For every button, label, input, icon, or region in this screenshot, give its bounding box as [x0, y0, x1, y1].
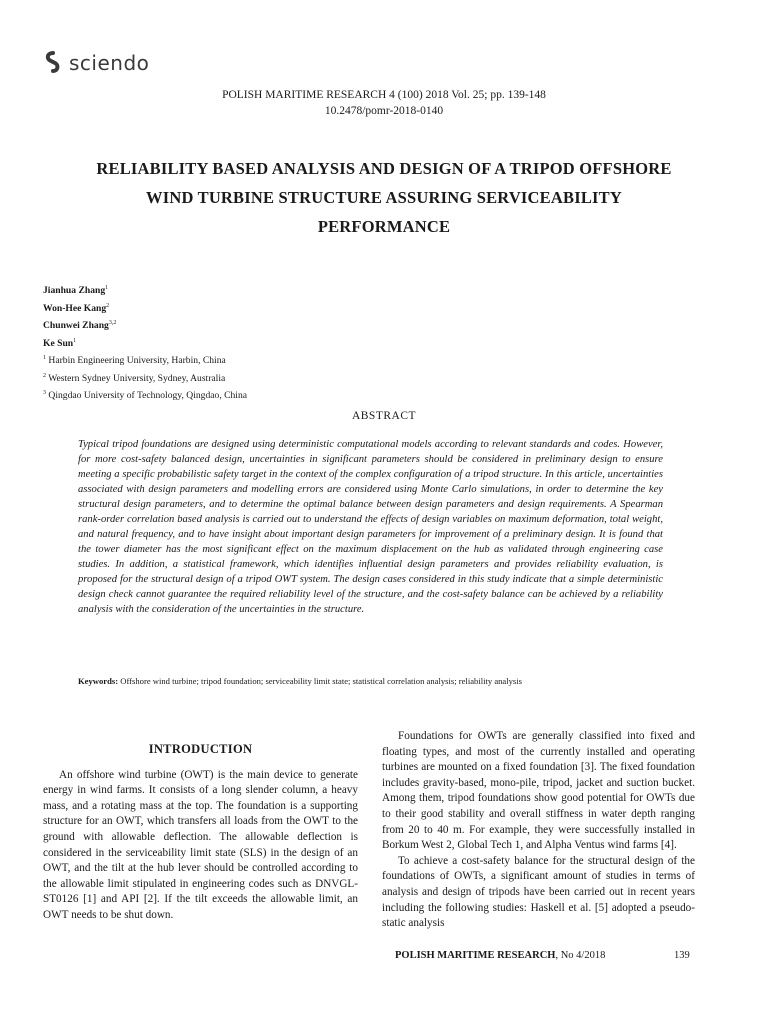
author: Won-Hee Kang$^2$	[43, 302, 110, 314]
abstract-text: Typical tripod foundations are designed using deterministic computational models according to relevant standards and codes. However, for more cost-safety balanced design, uncertainties in significant parameters should be considered in preliminary design to ensure meeting a specific probabilistic safety target in the context of the complex configuration of a tripod structure. In this article, uncertainties associated with design parameters and modelling errors are considered using Monte Carlo simulations, in order to determine the key structural design parameters, and to determine the optimal balance between design parameters and design requirements. A Spearman rank-order correlation based analysis is carried out to understand the effects of design variables on maximum deformation, total weight, and natural frequency, and to have insight about important design parameters for improvement of a preliminary design. It is found that the tower diameter has the most significant effect on the maximum displacement on the hub as validated through engineering case studies. In addition, a statistical framework, which identifies influential design parameters and provides reliability evaluation, is proposed for the structural design of a tripod OWT system. The design cases considered in this study indicate that a simple deterministic design check cannot guarantee the required reliability level of the structure, and the cost-safety balance can be achieved by a reliability analysis with the consideration of the uncertainties in the structure.	[78, 439, 663, 615]
author-block	[43, 281, 247, 404]
abstract-heading: ABSTRACT	[351, 410, 417, 422]
keywords: Keywords: Offshore wind turbine; tripod foundation; serviceability limit state; statistical correlation analysis; reliability analysis	[78, 676, 523, 686]
sciendo-logo	[43, 50, 149, 76]
affiliation: $^1$ Harbin Engineering University, Harbin, China	[43, 355, 226, 366]
affiliation: $^2$ Western Sydney University, Sydney, Australia	[43, 372, 226, 384]
page-number: 139	[674, 950, 690, 961]
sciendo-s-icon	[43, 51, 63, 75]
author: Jianhua Zhang$^1$	[43, 285, 109, 296]
section-heading-introduction: INTRODUCTION	[148, 742, 253, 756]
paragraph: Foundations for OWTs are generally classified into fixed and floating types, and most of the currently installed and operating turbines are mounted on a fixed foundation [3]. The fixed foundation includes gravity-based, mono-pile, tripod, jacket and suction bucket. Among them, tripod foundations show good potential for OWTs due to their good stability and overall stiffness in water depth ranging from 20 to 40 m. For example, they were successfully installed in Borkum West 2, Global Tech 1, and Alpha Ventus wind farms [4].	[382, 730, 695, 852]
author: Ke Sun$^1$	[43, 337, 77, 349]
paper-title: RELIABILITY BASED ANALYSIS AND DESIGN OF A TRIPOD OFFSHORE WIND TURBINE STRUCTURE ASSURING SERVICEABILITY PERFORMANCE	[96, 159, 672, 236]
footer-journal: POLISH MARITIME RESEARCH, No 4/2018	[395, 950, 606, 961]
author: Chunwei Zhang$^{3,2}$	[43, 320, 117, 331]
left-column	[43, 742, 358, 924]
doi: 10.2478/pomr-2018-0140	[324, 105, 444, 117]
journal-citation: POLISH MARITIME RESEARCH 4 (100) 2018 Vol. 25; pp. 139-148	[222, 89, 546, 101]
logo-text: sciendo	[69, 51, 150, 75]
paragraph: An offshore wind turbine (OWT) is the main device to generate energy in wind farms. It consists of a long slender column, a heavy mass, and a rotating mass at the top. The foundation is a supporting structure for an OWT, which transfers all loads from the OWT to the ground with allowable deflection. The allowable deflection is considered in the serviceability limit state (SLS) in the design of an OWT, and the tilt at the hub lever should be controlled according to the allowable limit stipulated in engineering codes such as DNVGL-ST0126 [1] and API [2]. If the tilt exceeds the allowable limit, an OWT needs to be shut down.	[43, 768, 358, 921]
affiliation: $^3$ Qingdao University of Technology, Qingdao, China	[43, 390, 248, 401]
right-column	[382, 729, 695, 932]
paragraph: To achieve a cost-safety balance for the structural design of the foundations of OWTs, a significant amount of studies in terms of analysis and design of tripods have been carried out in recent years including the following studies: Haskell et al. [5] adopted a pseudo-static analysis	[382, 854, 695, 930]
